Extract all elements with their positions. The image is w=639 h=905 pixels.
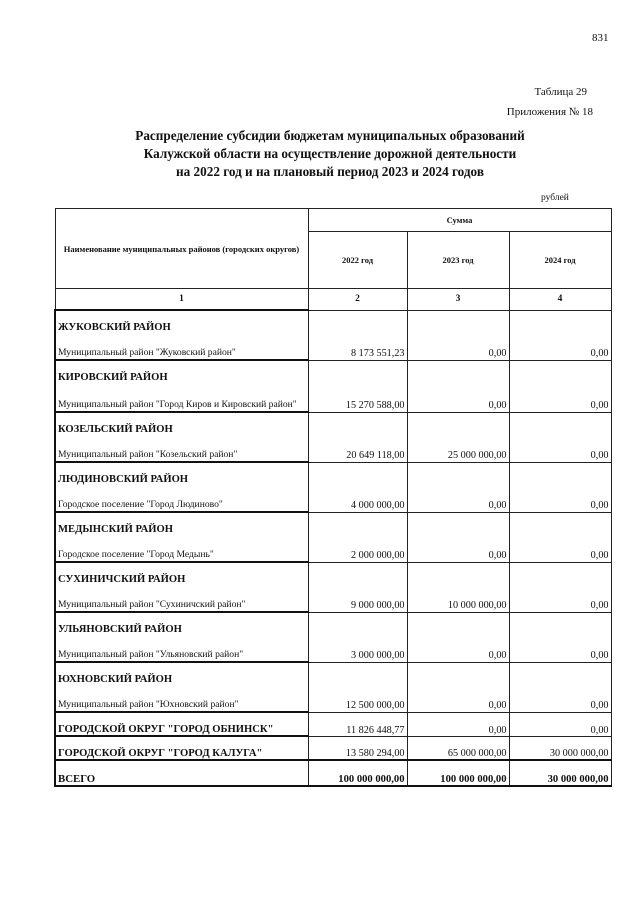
empty-cell <box>509 310 611 334</box>
table-row <box>55 486 611 512</box>
empty-cell <box>509 662 611 686</box>
empty-cell <box>407 512 509 536</box>
table-row <box>55 334 611 360</box>
title-line-3: на 2022 год и на плановый период 2023 и 2024 годов <box>176 164 484 179</box>
empty-cell <box>407 462 509 486</box>
total-2023: 100 000 000,00 <box>407 760 509 786</box>
district-heading: ЮХНОВСКИЙ РАЙОН <box>55 662 308 686</box>
amount-2024: 0,00 <box>509 384 611 412</box>
appendix-reference: Приложения № 18 <box>506 106 593 118</box>
empty-cell <box>509 412 611 436</box>
municipality-name: Муниципальный район "Ульяновский район" <box>55 636 308 662</box>
district-heading: КИРОВСКИЙ РАЙОН <box>55 360 308 384</box>
header-year-2023: 2023 год <box>407 232 509 289</box>
amount-2023: 0,00 <box>407 384 509 412</box>
amount-2024: 0,00 <box>509 686 611 712</box>
amount-2024: 0,00 <box>509 486 611 512</box>
empty-cell <box>308 360 407 384</box>
amount-2024: 0,00 <box>509 636 611 662</box>
column-number-1: 1 <box>55 289 308 311</box>
amount-2023: 0,00 <box>407 712 509 736</box>
column-number-3: 3 <box>407 289 509 311</box>
district-heading-row <box>55 310 611 334</box>
district-heading-row <box>55 462 611 486</box>
district-heading: КОЗЕЛЬСКИЙ РАЙОН <box>55 412 308 436</box>
empty-cell <box>407 612 509 636</box>
table-row <box>55 384 611 412</box>
amount-2024: 0,00 <box>509 436 611 462</box>
empty-cell <box>509 562 611 586</box>
empty-cell <box>308 662 407 686</box>
empty-cell <box>407 360 509 384</box>
amount-2022: 9 000 000,00 <box>308 586 407 612</box>
amount-2023: 25 000 000,00 <box>407 436 509 462</box>
header-sum <box>308 209 611 232</box>
district-heading: ЖУКОВСКИЙ РАЙОН <box>55 310 308 334</box>
document-title <box>70 127 590 181</box>
empty-cell <box>509 360 611 384</box>
page-number: 831 <box>592 32 609 44</box>
column-number-2: 2 <box>308 289 407 311</box>
header-name-column <box>55 209 308 289</box>
header-sum-text: Сумма <box>446 214 473 225</box>
total-label: ВСЕГО <box>55 760 308 786</box>
amount-2024: 30 000 000,00 <box>509 736 611 760</box>
title-line-2: Калужской области на осуществление дорожной деятельности <box>143 146 517 161</box>
empty-cell <box>407 562 509 586</box>
municipality-name: Городское поселение "Город Людиново" <box>55 486 308 512</box>
district-heading-row <box>55 512 611 536</box>
amount-2022: 4 000 000,00 <box>308 486 407 512</box>
amount-2024: 0,00 <box>509 712 611 736</box>
district-heading: ЛЮДИНОВСКИЙ РАЙОН <box>55 462 308 486</box>
amount-2023: 0,00 <box>407 636 509 662</box>
total-2022: 100 000 000,00 <box>308 760 407 786</box>
municipality-name: Муниципальный район "Юхновский район" <box>55 686 308 712</box>
table-row <box>55 536 611 562</box>
empty-cell <box>407 310 509 334</box>
okrug-name: ГОРОДСКОЙ ОКРУГ "ГОРОД КАЛУГА" <box>55 736 308 760</box>
empty-cell <box>308 512 407 536</box>
header-name-text: Наименование муниципальных районов (городских округов) <box>63 243 300 254</box>
okrug-name: ГОРОДСКОЙ ОКРУГ "ГОРОД ОБНИНСК" <box>55 712 308 736</box>
district-heading: УЛЬЯНОВСКИЙ РАЙОН <box>55 612 308 636</box>
district-heading-row <box>55 360 611 384</box>
empty-cell <box>509 512 611 536</box>
municipality-name: Муниципальный район "Сухиничский район" <box>55 586 308 612</box>
district-heading-row <box>55 562 611 586</box>
municipality-name: Муниципальный район "Козельский район" <box>55 436 308 462</box>
amount-2023: 0,00 <box>407 536 509 562</box>
empty-cell <box>509 612 611 636</box>
amount-2024: 0,00 <box>509 536 611 562</box>
table-row <box>55 586 611 612</box>
empty-cell <box>509 462 611 486</box>
district-heading: МЕДЫНСКИЙ РАЙОН <box>55 512 308 536</box>
header-year-2024: 2024 год <box>509 232 611 289</box>
empty-cell <box>308 310 407 334</box>
okrug-row <box>55 712 611 736</box>
amount-2022: 13 580 294,00 <box>308 736 407 760</box>
empty-cell <box>407 662 509 686</box>
table-row <box>55 436 611 462</box>
title-line-1: Распределение субсидии бюджетам муниципальных образований <box>135 128 525 143</box>
total-row <box>55 760 611 786</box>
district-heading-row <box>55 612 611 636</box>
amount-2023: 0,00 <box>407 686 509 712</box>
empty-cell <box>308 612 407 636</box>
municipality-name: Муниципальный район "Город Киров и Кировский район" <box>55 384 308 412</box>
amount-2024: 0,00 <box>509 586 611 612</box>
district-heading-row <box>55 412 611 436</box>
amount-2023: 0,00 <box>407 334 509 360</box>
amount-2022: 12 500 000,00 <box>308 686 407 712</box>
amount-2023: 10 000 000,00 <box>407 586 509 612</box>
empty-cell <box>308 462 407 486</box>
municipality-name: Городское поселение "Город Медынь" <box>55 536 308 562</box>
okrug-row <box>55 736 611 760</box>
municipality-name: Муниципальный район "Жуковский район" <box>55 334 308 360</box>
units-label: рублей <box>541 193 569 203</box>
table-row <box>55 686 611 712</box>
amount-2023: 0,00 <box>407 486 509 512</box>
empty-cell <box>308 562 407 586</box>
subsidy-table <box>54 208 612 787</box>
amount-2022: 8 173 551,23 <box>308 334 407 360</box>
table-reference: Таблица 29 <box>534 86 587 98</box>
column-number-4: 4 <box>509 289 611 311</box>
amount-2022: 20 649 118,00 <box>308 436 407 462</box>
amount-2022: 15 270 588,00 <box>308 384 407 412</box>
total-2024: 30 000 000,00 <box>509 760 611 786</box>
empty-cell <box>308 412 407 436</box>
district-heading: СУХИНИЧСКИЙ РАЙОН <box>55 562 308 586</box>
amount-2022: 3 000 000,00 <box>308 636 407 662</box>
empty-cell <box>407 412 509 436</box>
header-year-2022: 2022 год <box>308 232 407 289</box>
amount-2022: 11 826 448,77 <box>308 712 407 736</box>
amount-2024: 0,00 <box>509 334 611 360</box>
table-row <box>55 636 611 662</box>
amount-2022: 2 000 000,00 <box>308 536 407 562</box>
district-heading-row <box>55 662 611 686</box>
amount-2023: 65 000 000,00 <box>407 736 509 760</box>
